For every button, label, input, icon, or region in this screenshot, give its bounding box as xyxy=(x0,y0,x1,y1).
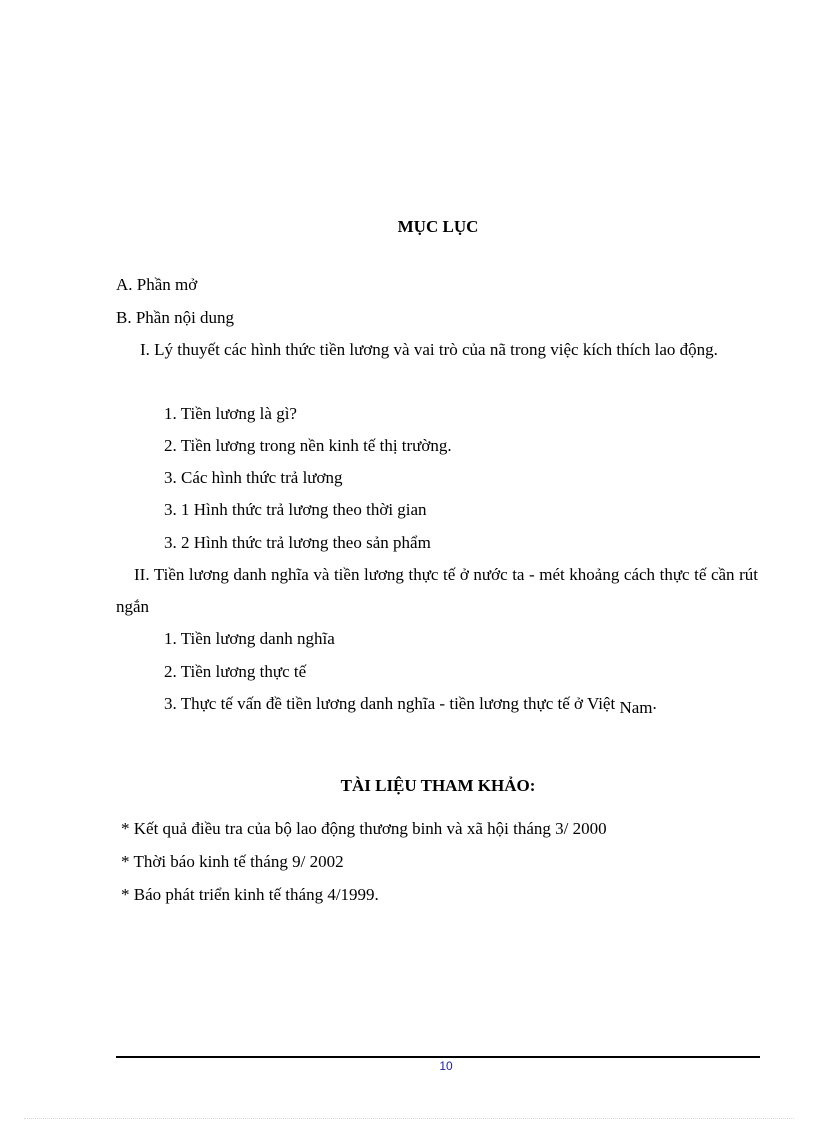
reference-item-1: * Kết quả điều tra của bộ lao động thương binh và xã hội tháng 3/ 2000 xyxy=(121,819,607,838)
toc-item-2-3-text: 3. Thực tế vấn đề tiền lương danh nghĩa - tiền lương thực tế ở Việt xyxy=(164,694,616,713)
toc-item-1-1: 1. Tiền lương là gì? xyxy=(164,404,297,423)
page-bottom-dotted-edge xyxy=(24,1118,794,1119)
toc-item-1-3-2: 3. 2 Hình thức trả lương theo sản phẩm xyxy=(164,533,431,552)
toc-part-b: B. Phần nội dung xyxy=(116,308,235,327)
toc-item-1-2: 2. Tiền lương trong nền kinh tế thị trường. xyxy=(164,436,452,455)
references-title: TÀI LIỆU THAM KHẢO: xyxy=(340,776,536,795)
page-number: 10 xyxy=(439,1059,453,1073)
toc-section-2: II. Tiền lương danh nghĩa và tiền lương thực tế ở nước ta - mét khoảng cách thực tế cần rút ngắn xyxy=(116,565,758,616)
toc-title: MỤC LỤC xyxy=(397,217,479,236)
toc-item-2-3-period: . xyxy=(652,694,657,713)
toc-item-2-3-end: Nam xyxy=(619,698,653,717)
toc-section-1: I. Lý thuyết các hình thức tiền lương và vai trò của nã trong việc kích thích lao động. xyxy=(140,340,718,359)
toc-item-1-3: 3. Các hình thức trả lương xyxy=(164,468,343,487)
toc-part-a: A. Phần mở xyxy=(116,275,198,294)
toc-item-2-1: 1. Tiền lương danh nghĩa xyxy=(164,629,335,648)
toc-item-2-2: 2. Tiền lương thực tế xyxy=(164,662,307,681)
reference-item-3: * Báo phát triển kinh tế tháng 4/1999. xyxy=(121,885,379,904)
toc-item-1-3-1: 3. 1 Hình thức trả lương theo thời gian xyxy=(164,500,427,519)
reference-item-2: * Thời báo kinh tế tháng 9/ 2002 xyxy=(121,852,344,871)
toc-item-2-3 xyxy=(164,693,657,715)
